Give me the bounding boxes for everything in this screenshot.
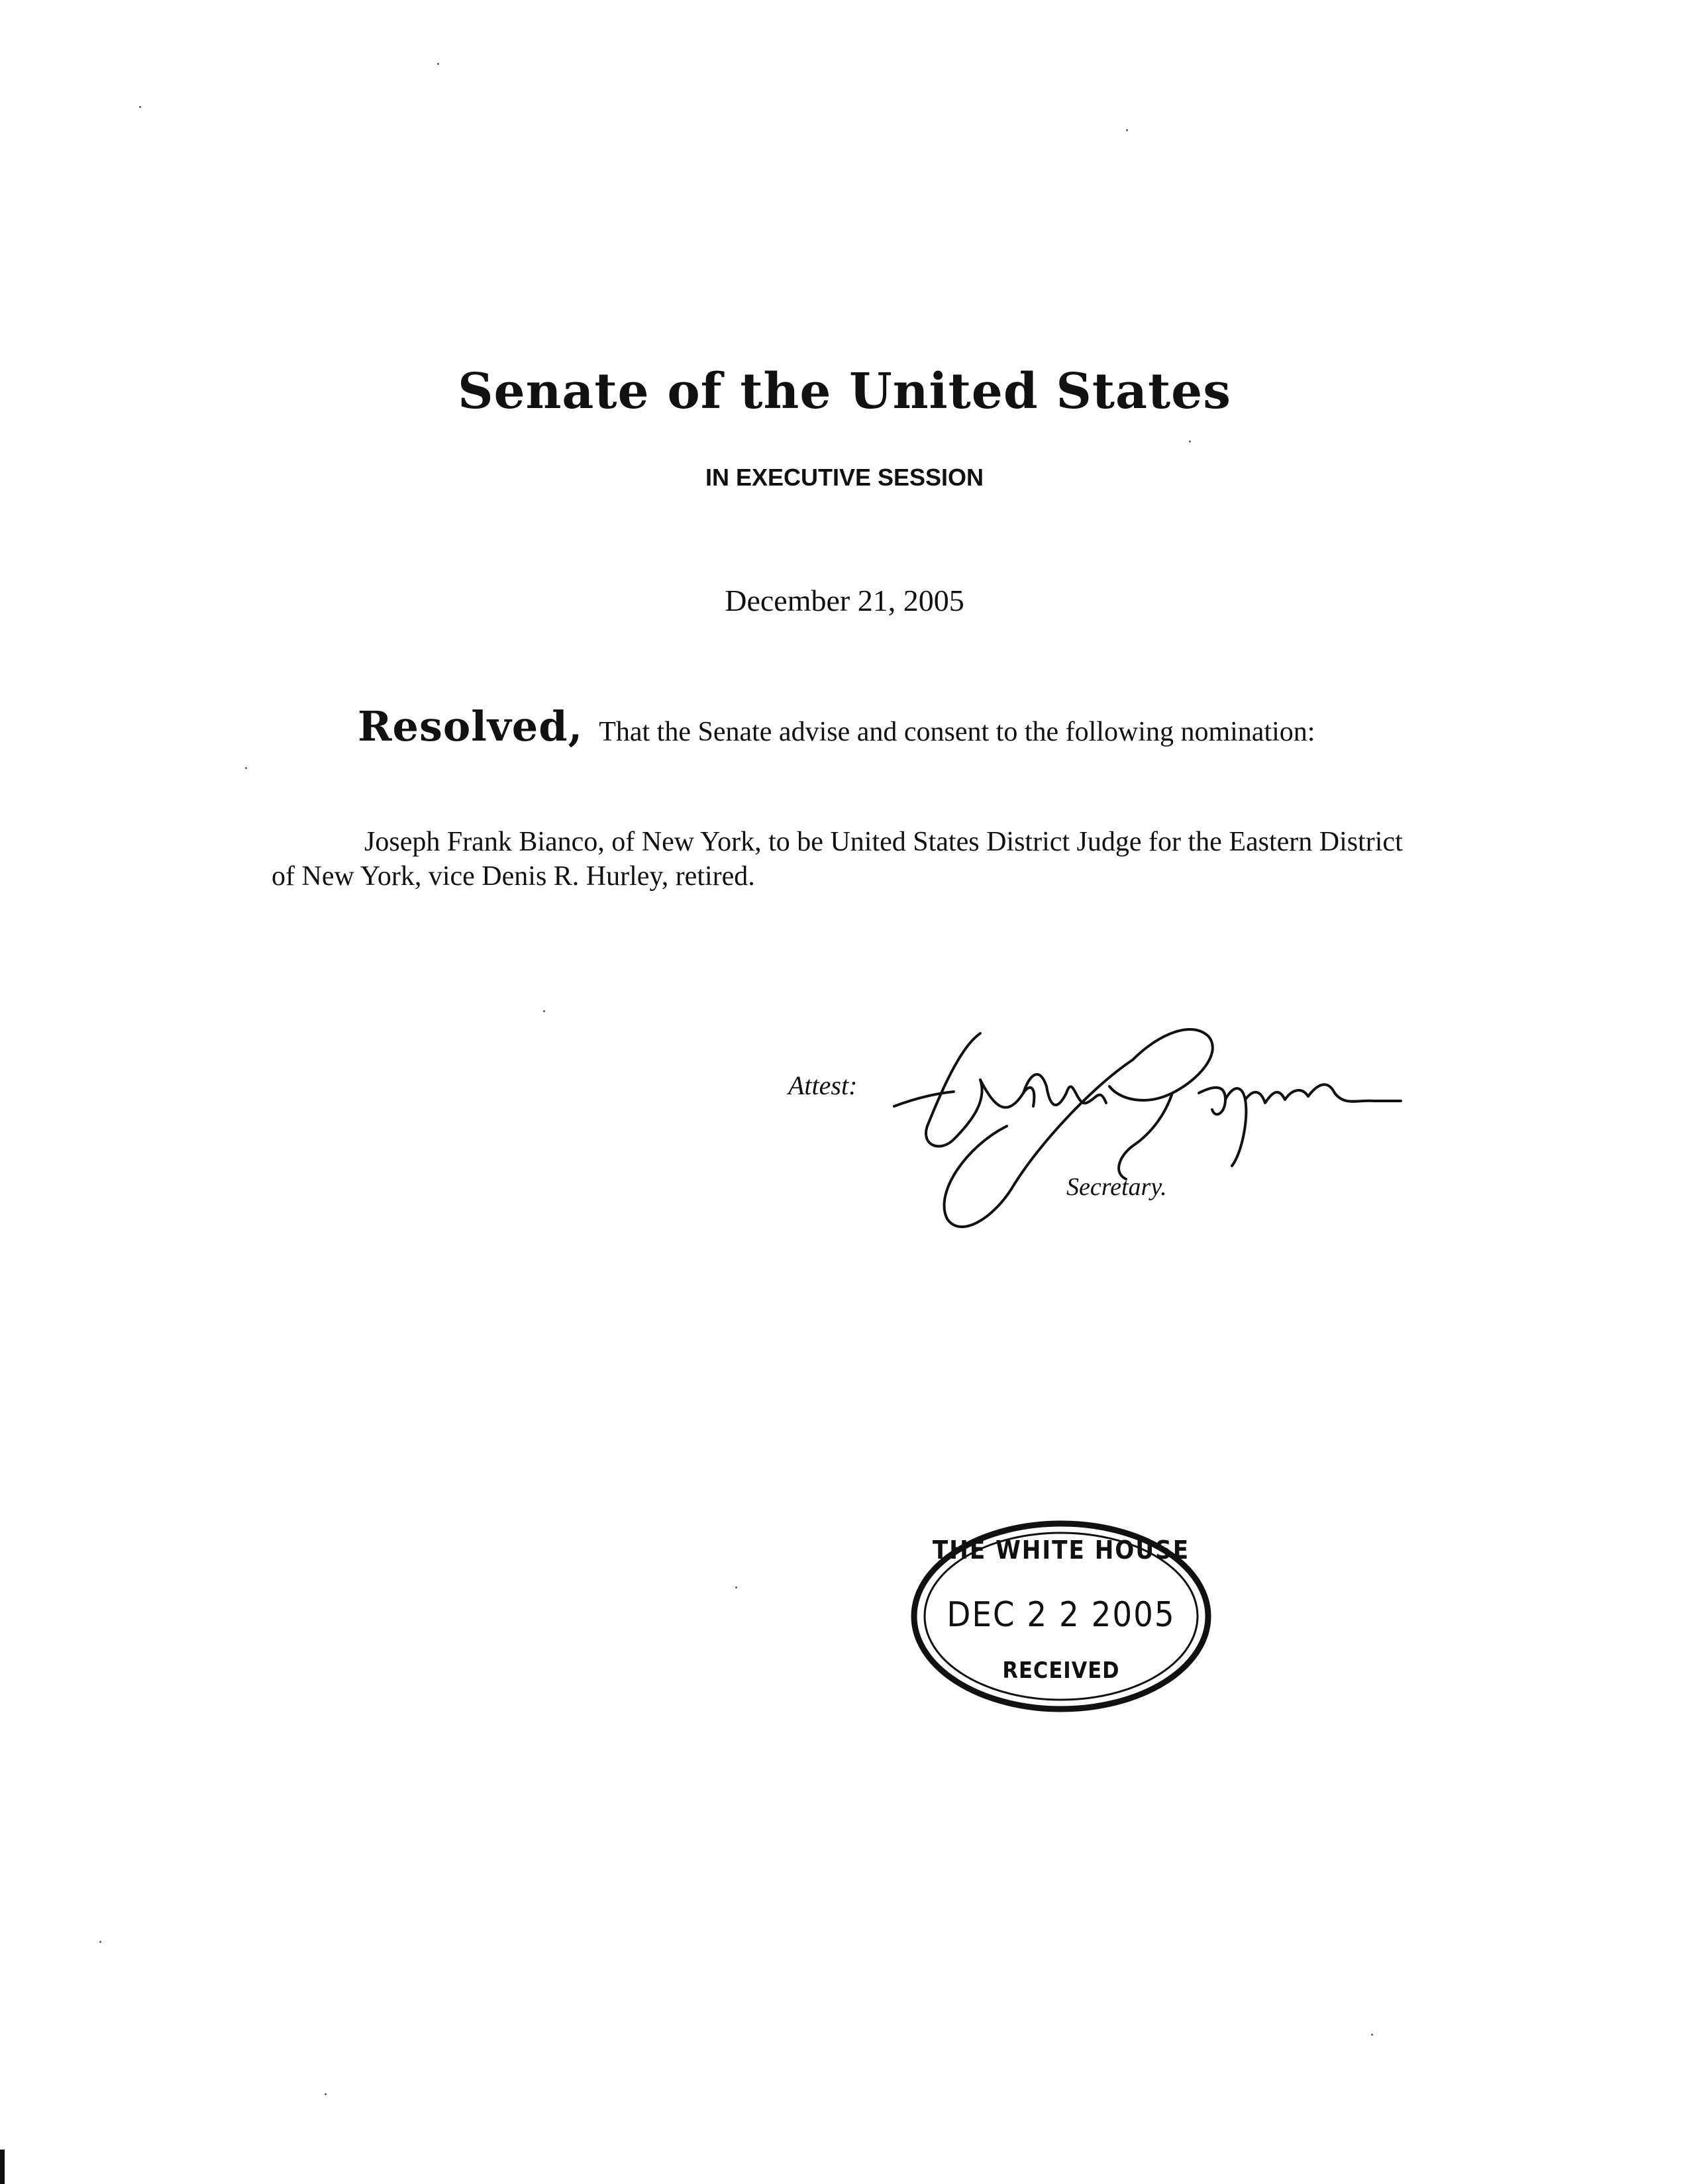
resolution-text: That the Senate advise and consent to the following nomination: <box>599 717 1315 747</box>
scan-speck <box>437 63 439 65</box>
resolution-statement <box>358 702 1616 751</box>
scan-speck <box>99 1941 101 1943</box>
scan-speck <box>543 1010 545 1012</box>
stamp-date-text: DEC 2 2 2005 <box>947 1595 1176 1635</box>
resolution-date: December 21, 2005 <box>725 584 964 617</box>
secretary-signature <box>881 1020 1404 1239</box>
resolved-word: Resolved, <box>358 702 584 751</box>
scan-speck <box>1371 2034 1373 2036</box>
nomination-text: Joseph Frank Bianco, of New York, to be United States District Judge for the Eastern District of New York, vice Denis R. Hurley, retired. <box>272 827 1403 892</box>
scan-speck <box>1126 129 1128 131</box>
senate-heading: Senate of the United States <box>458 363 1231 420</box>
session-label: IN EXECUTIVE SESSION <box>705 464 984 491</box>
stamp-bottom-text: RECEIVED <box>1002 1657 1120 1684</box>
scan-speck <box>139 106 141 108</box>
scan-speck <box>1189 441 1191 442</box>
scan-speck <box>735 1586 737 1588</box>
scan-edge-mark <box>0 2150 5 2184</box>
secretary-label: Secretary. <box>1066 1173 1167 1201</box>
scan-speck <box>245 767 247 769</box>
nomination-paragraph <box>272 825 1411 894</box>
scan-speck <box>325 2093 327 2095</box>
stamp-top-text: THE WHITE HOUSE <box>932 1535 1190 1565</box>
attest-label: Attest: <box>788 1070 858 1100</box>
